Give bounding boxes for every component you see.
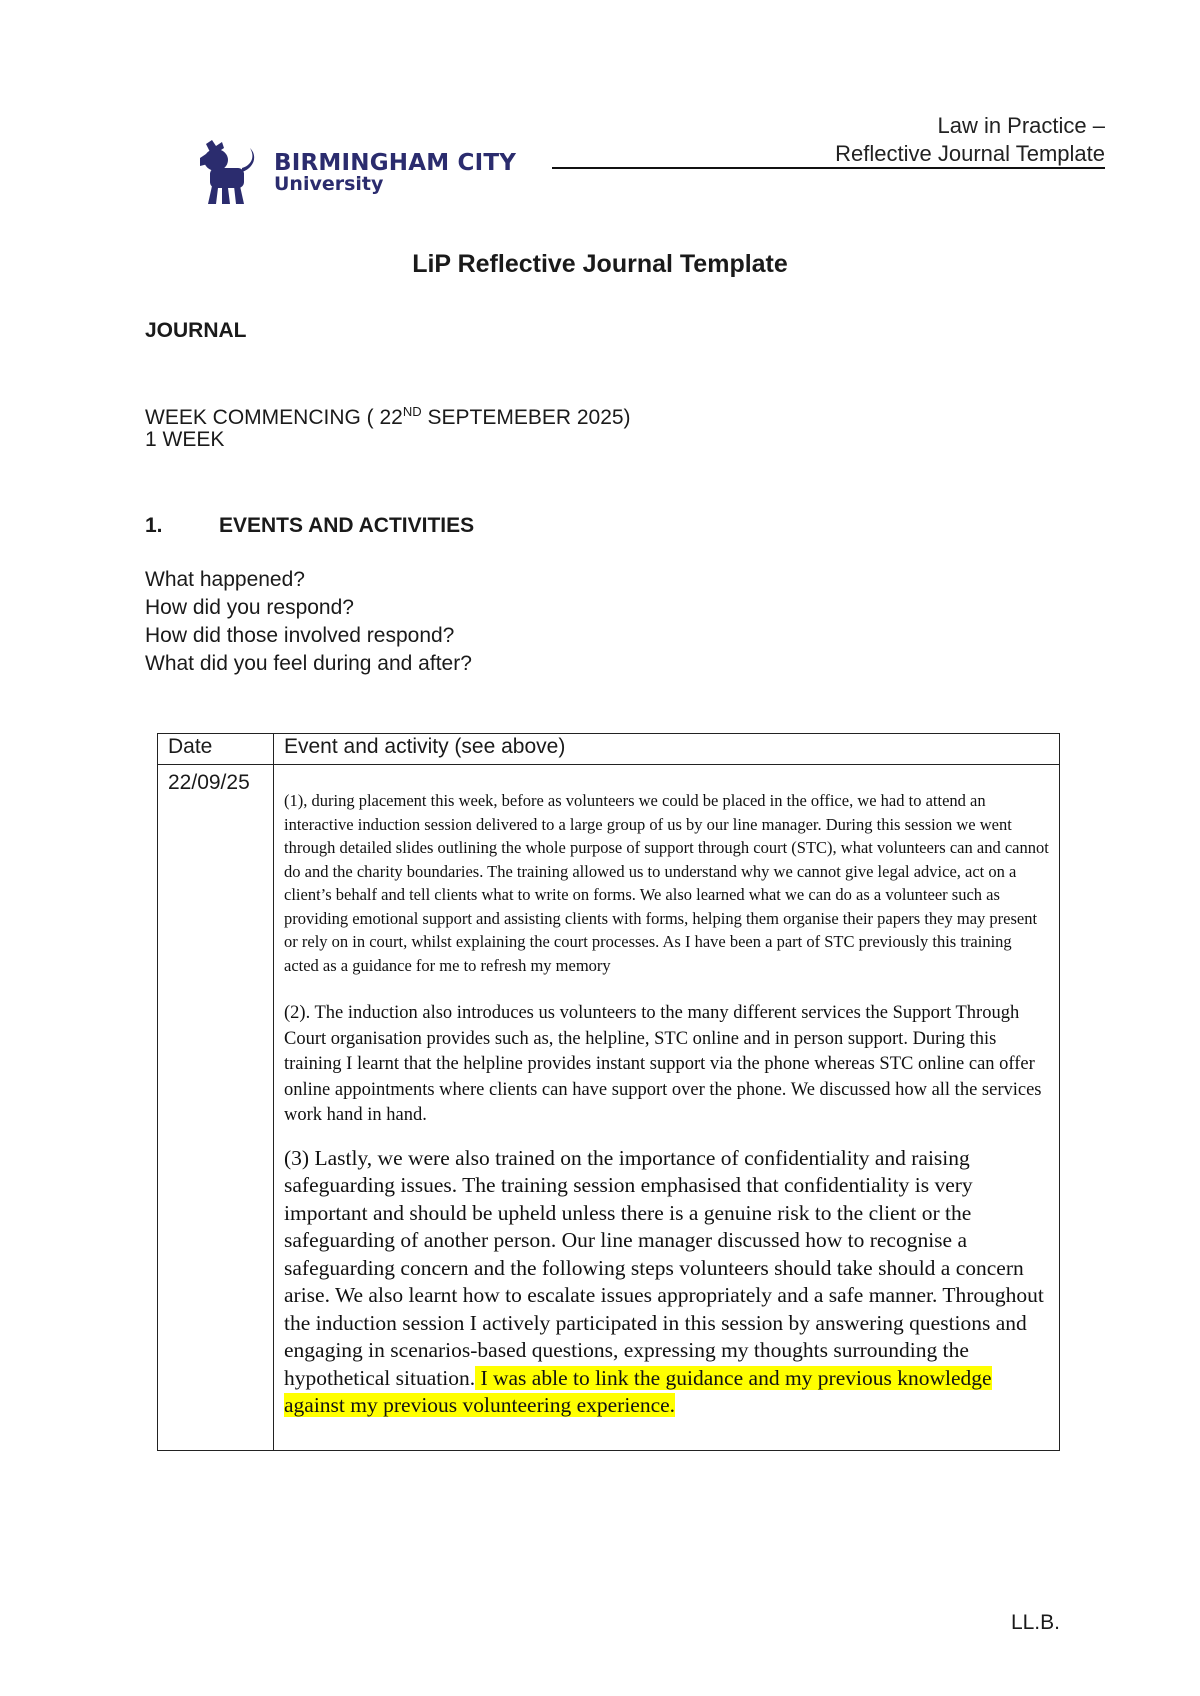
entry-date: 22/09/25 — [158, 765, 274, 1451]
entry-paragraph-1: (1), during placement this week, before as volunteers we could be placed in the office, we had to attend an interactive induction session delivered to a large group of us by our line manager. During this session we went through detailed slides outlining the whole purpose of support through court (STC), what volunteers can and cannot do and the charity boundaries. The training allowed us to understand why we cannot give legal advice, act on a client’s behalf and tell clients what to write on forms. We also learned what we can do as a volunteer such as providing emotional support and assisting clients with forms, helping them organise their papers they may present or rely on in court, whilst explaining the court processes. As I have been a part of STC previously this training acted as a guidance for me to refresh my memory — [284, 791, 1049, 975]
logo-line1: BIRMINGHAM CITY — [274, 149, 517, 176]
page-title: LiP Reflective Journal Template — [412, 250, 788, 278]
entry-paragraph-3 — [284, 1145, 1049, 1420]
entry-paragraph-3-text: (3) Lastly, we were also trained on the importance of confidentiality and raising safeguarding issues. The training session emphasised that confidentiality is very important and should be upheld unless there is a genuine risk to the client or the safeguarding of another person. Our line manager discussed how to recognise a safeguarding concern and the following steps volunteers should take should a concern arise. We also learnt how to escalate issues appropriately and a safe manner. Throughout the induction session I actively participated in this session by answering questions and engaging in scenarios-based questions, expressing my thoughts surrounding the hypothetical situation. — [284, 1145, 1044, 1390]
section-number: 1. — [145, 514, 163, 537]
highlighted-text: I was able to link the guidance and my previous knowledge against my previous volunteering experience. — [284, 1365, 992, 1417]
table-header-row — [158, 734, 1060, 765]
week-number: 1 WEEK — [145, 428, 225, 451]
section-title: EVENTS AND ACTIVITIES — [219, 514, 475, 537]
table-row — [158, 765, 1060, 1451]
logo-line2: University — [274, 173, 384, 196]
journal-label: JOURNAL — [145, 319, 247, 342]
entry-text — [274, 765, 1060, 1451]
question-item: How did you respond? — [145, 596, 354, 619]
footer-text: LL.B. — [1010, 1611, 1060, 1634]
journal-table — [157, 733, 1060, 1451]
document-header — [835, 112, 1105, 168]
date-column-header: Date — [158, 734, 274, 765]
week-line1-pre: WEEK COMMENCING ( 22 — [145, 406, 403, 429]
question-item: What happened? — [145, 568, 305, 591]
week-line1-sup: ND — [402, 404, 422, 419]
week-line1-post: SEPTEMEBER 2025) — [421, 406, 631, 429]
entry-paragraph-2: (2). The induction also introduces us volunteers to the many different services the Support Through Court organisation provides such as, the helpline, STC online and in person support. During this training I learnt that the helpline provides instant support via the phone whereas STC online can offer online appointments where clients can have support over the phone. We discussed how all the services work hand in hand. — [284, 1003, 1042, 1125]
header-line2: Reflective Journal Template — [835, 141, 1105, 166]
question-item: What did you feel during and after? — [145, 652, 472, 675]
section-heading — [145, 512, 474, 540]
question-item: How did those involved respond? — [145, 624, 455, 647]
guiding-questions — [145, 566, 472, 678]
university-logo — [196, 138, 516, 208]
header-divider — [552, 167, 1105, 169]
event-column-header: Event and activity (see above) — [274, 734, 1060, 765]
header-line1: Law in Practice – — [937, 113, 1105, 138]
lion-crest-icon — [196, 138, 262, 208]
